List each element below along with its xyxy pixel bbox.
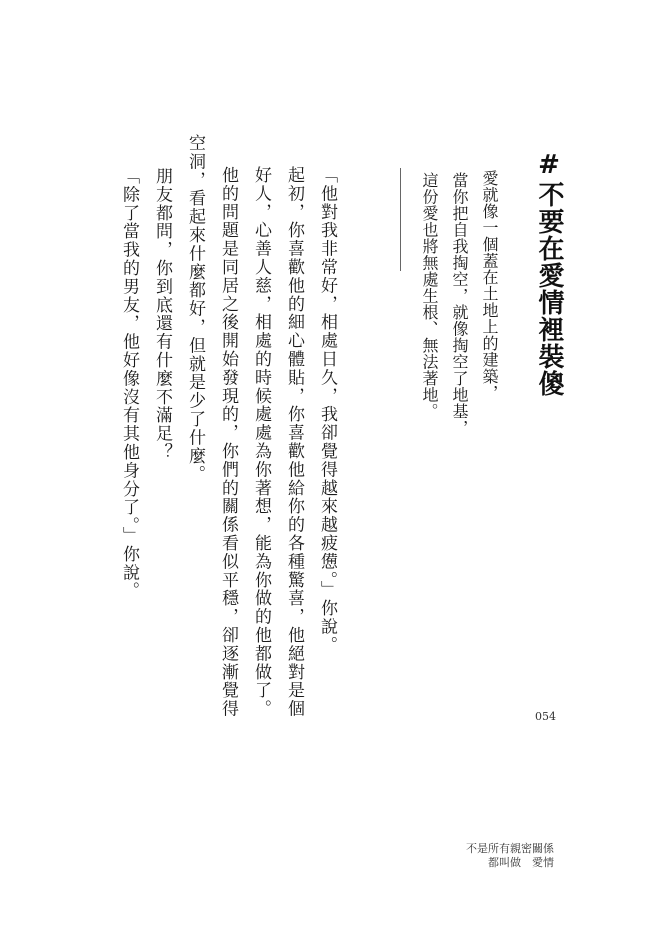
footer-book-title-line-1: 不是所有親密關係: [466, 842, 554, 855]
body-line-1: 「他對我非常好，相處日久，我卻覺得越來越疲憊。」你說。: [317, 166, 337, 655]
body-line-3: 好人，心善人慈，相處的時候處處為你著想，能為你做的他都做了。: [251, 166, 271, 718]
body-line-4: 他的問題是同居之後開始發現的，你們的關係看似平穩，卻逐漸覺得: [218, 166, 238, 718]
footer-book-title-line-2: 都叫做 愛情: [488, 856, 554, 869]
body-line-5: 空洞，看起來什麼都好，但就是少了什麼。: [185, 134, 205, 484]
running-footer: [466, 842, 554, 870]
page-number: 054: [535, 710, 556, 723]
body-line-6: 朋友都問，你到底還有什麼不滿足？: [152, 167, 172, 462]
quote-line-2: 當你把自我掏空，就像掏空了地基，: [450, 172, 469, 436]
section-divider: [400, 168, 401, 271]
chapter-title: #不要在愛情裡裝傻: [534, 150, 564, 397]
quote-line-1: 愛就像一個蓋在土地上的建築，: [480, 170, 499, 401]
quote-line-3: 這份愛也將無處生根、無法著地。: [420, 172, 439, 420]
body-line-2: 起初，你喜歡他的細心體貼，你喜歡他給你的各種驚喜，他絕對是個: [284, 166, 304, 718]
body-line-7: 「除了當我的男友，他好像沒有其他身分了。」你說。: [119, 167, 139, 601]
